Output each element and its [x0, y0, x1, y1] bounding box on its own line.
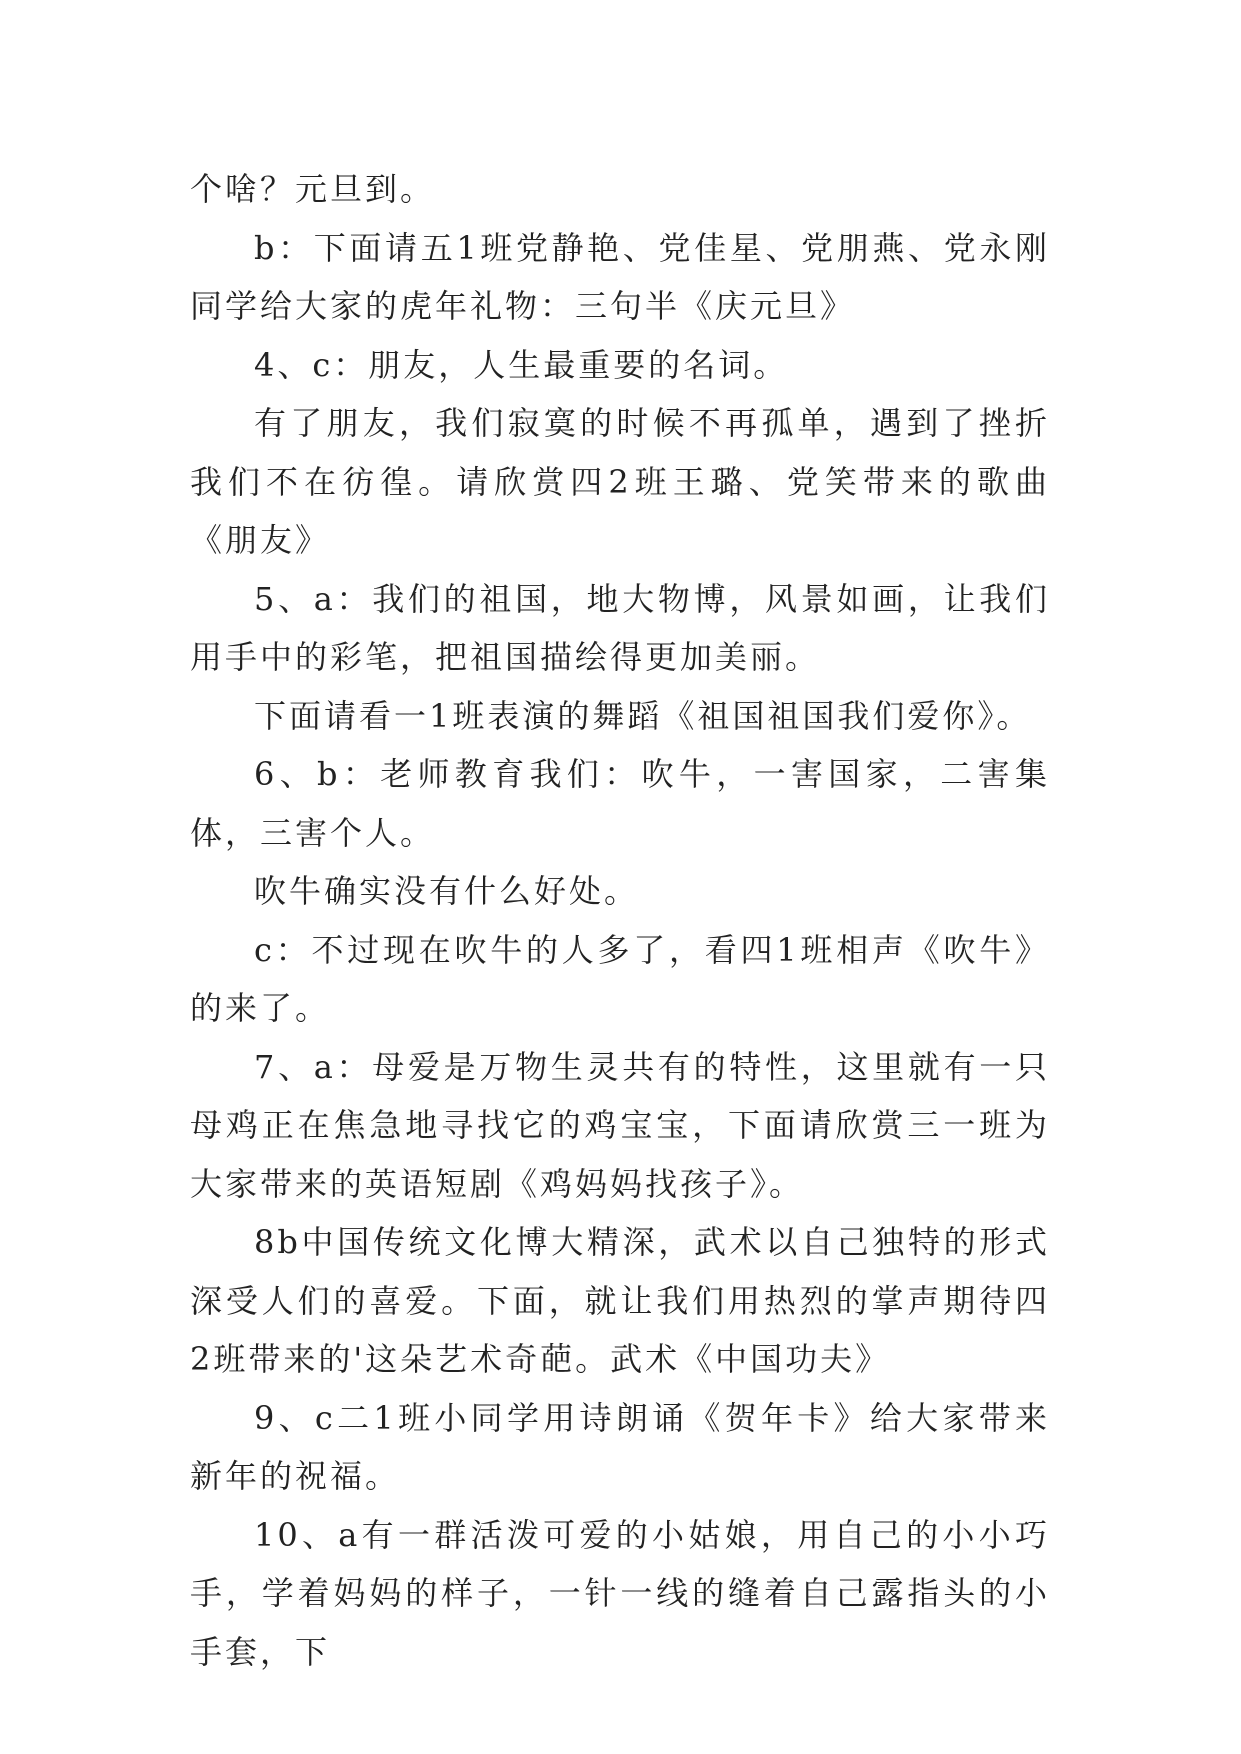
paragraph-8: 吹牛确实没有什么好处。 [254, 872, 640, 910]
paragraph-5: 5、a：我们的祖国，地大物博，风景如画，让我们用手中的彩笔，把祖国描绘得更加美丽。 [190, 579, 1050, 676]
paragraph-1: 个啥？元旦到。 [190, 170, 436, 208]
paragraph-10: 7、a：母爱是万物生灵共有的特性，这里就有一只母鸡正在焦急地寻找它的鸡宝宝，下面请欣赏三一班为大家带来的英语短剧《鸡妈妈找孩子》。 [190, 1047, 1050, 1203]
paragraph-12: 9、c二1班小同学用诗朗诵《贺年卡》给大家带来新年的祝福。 [190, 1398, 1050, 1495]
document-body [190, 160, 1050, 1681]
paragraph-2: b：下面请五1班党静艳、党佳星、党朋燕、党永刚同学给大家的虎年礼物：三句半《庆元旦》 [190, 228, 1050, 325]
paragraph-9: c：不过现在吹牛的人多了，看四1班相声《吹牛》的来了。 [190, 930, 1050, 1027]
paragraph-4: 有了朋友，我们寂寞的时候不再孤单，遇到了挫折我们不在彷徨。请欣赏四2班王璐、党笑带来的歌曲《朋友》 [190, 404, 1050, 559]
paragraph-3: 4、c：朋友，人生最重要的名词。 [254, 345, 789, 384]
paragraph-6: 下面请看一1班表演的舞蹈《祖国祖国我们爱你》。 [254, 696, 1032, 735]
paragraph-7: 6、b：老师教育我们：吹牛，一害国家，二害集体，三害个人。 [190, 755, 1050, 852]
paragraph-11: 8b中国传统文化博大精深，武术以自己独特的形式深受人们的喜爱。下面，就让我们用热烈的掌声期待四2班带来的'这朵艺术奇葩。武术《中国功夫》 [190, 1223, 1050, 1378]
paragraph-13: 10、a有一群活泼可爱的小姑娘，用自己的小小巧手，学着妈妈的样子，一针一线的缝着自己露指头的小手套，下 [190, 1515, 1050, 1671]
